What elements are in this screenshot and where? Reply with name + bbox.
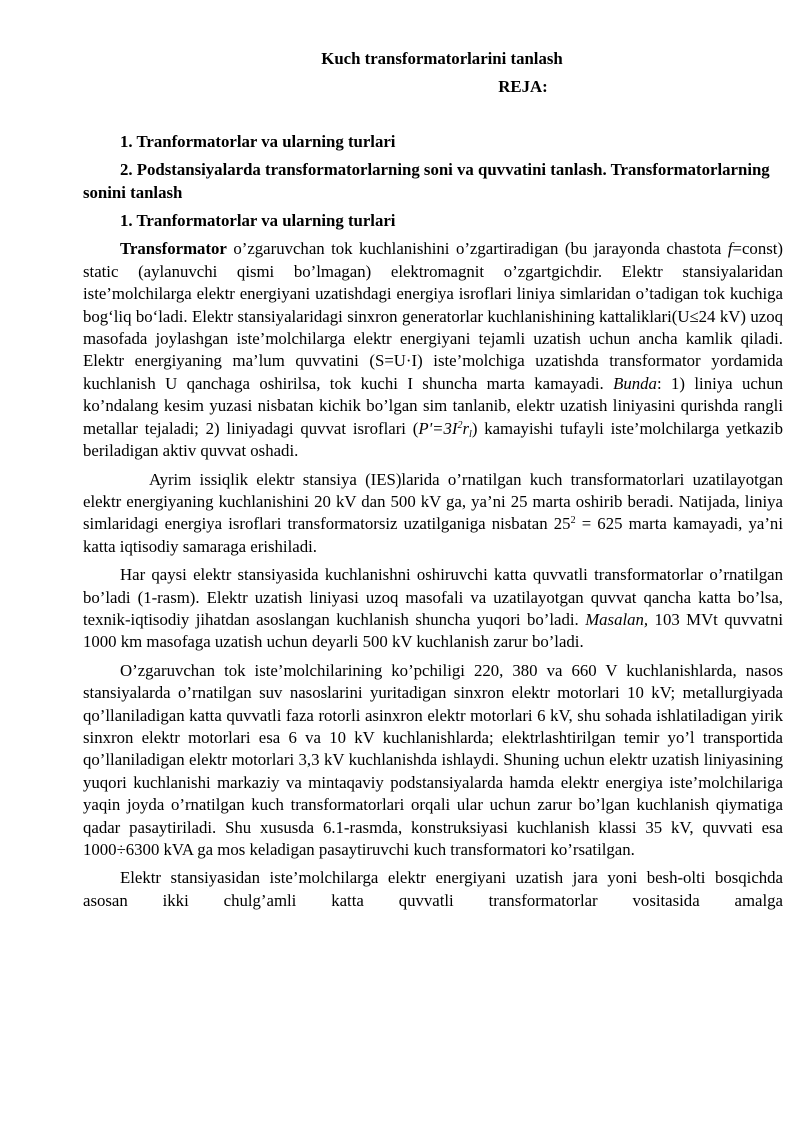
term-transformator: Transformator [120,239,227,259]
paragraph-ies: Ayrim issiqlik elektr stansiya (IES)larida o’rnatilgan kuch transformatorlari uzatilayotgan elektr energiyaning kuchlanishini 20 kV dan 500 kV ga, ya’ni 25 marta oshirib beradi. Natijada, liniya simlaridagi energiya isroflari transformatorsiz uzatilganiga nisbatan $25^2 = 625$ marta kamayadi, ya’ni katta iqtisodiy samaraga erishiladi. [83,469,783,556]
plan-item-2: 2. Podstansiyalarda transformatorlarning soni va quvvatini tanlash. Transformatorlarning sonini tanlash [83,160,770,202]
paragraph-consumers: O’zgaruvchan tok iste’molchilarining ko’pchiligi 220, 380 va 660 V kuchlanishlarda, nasos stansiyalarda o’rnatilgan suv nasoslarini yuritadigan sinxron elektr motorlari 10 kV; metallurgiyada qo’llaniladigan katta quvvatli faza rotorli asinxron elektr motorlari 6 kV, shu sohada ishlatiladigan yirik sinxron elektr motorlari esa 6 va 10 kV kuchlanishlarda; elektrlashtirilgan temir yo’l transportida qo’llaniladigan elektr motorlari 3,3 kV kuchlanishda ishlaydi. Shuning uchun elektr uzatish liniyasining yuqori kuchlanishi markaziy va mintaqaviy podstansiyalarda hamda elektr energiya iste’molchilariga yaqin joyda o’rnatilgan kuch transformatorlari orqali ular uchun zarur bo’lgan kuchlanish qiymatiga qadar pasaytiriladi. Shu xususda 6.1-rasmda, konstruksiyasi kuchlanish klassi 35 kV, quvvati esa 1000÷6300 kVA ga mos keladigan pasaytiruvchi kuch transformatori ko’rsatilgan. [83,660,783,859]
plan-label: REJA: [498,77,548,97]
paragraph-transmission: Elektr stansiyasidan iste’molchilarga elektr energiyani uzatish jara yoni besh-olti bosqichda asosan ikki chulg’amli katta quvvatli transformatorlar vositasida amalga [83,868,783,910]
document-page [83,48,783,918]
paragraph-transformator: Transformator o’zgaruvchan tok kuchlanishini o’zgartiradigan (bu jarayonda chastota f=const) static (aylanuvchi qismi bo’lmagan) elektromagnit o’zgartgichdir. Elektr stansiyalaridan iste’molchilarga elektr energiyani uzatishdagi energiya isroflari liniya simlaridan o’tadigan tok kuchiga bog‘liq bo‘ladi. Elektr stansiyalaridagi sinxron generatorlar kuchlanishining kattaliklari(U≤24 kV) uzoq masofada joylashgan iste’molchilarga elektr energiyani tejamli uzatish uchun ancha kamlik qiladi. Elektr energiyaning ma’lum quvvatini (S=U·I) iste’molchiga uzatishda transformator yordamida kuchlanish U qanchaga oshirilsa, tok kuchi I shuncha marta kamayadi. Bunda: 1) liniya uchun ko’ndalang kesim yuzasi nisbatan kichik bo’lgan sim tanlanib, elektr uzatish liniyasini qurishda rangli metallar tejaladi; 2) liniyadagi quvvat isroflari $(P'=3I^2r_l)$ kamayishi tufayli iste’molchilarga yetkazib beriladigan aktiv quvvat oshadi. [83,239,783,461]
paragraph-stations: Har qaysi elektr stansiyasida kuchlanishni oshiruvchi katta quvvatli transformatorlar o’rnatilgan bo’ladi (1-rasm). Elektr uzatish liniyasi uzoq masofali va uzatilayotgan quvvat qancha katta bo’lsa, texnik-iqtisodiy jihatdan asoslangan kuchlanish shuncha yuqori bo’ladi. Masalan, 103 MVt quvvatni 1000 km masofaga uzatish uchun deyarli 500 kV kuchlanish zarur bo’ladi. [83,565,784,652]
section-heading: 1. Tranformatorlar va ularning turlari [120,211,396,231]
document-title: Kuch transformatorlarini tanlash [321,49,563,68]
plan-item-1: 1. Tranformatorlar va ularning turlari [120,131,396,151]
formula: $P'=3I^2r_l$ [418,418,472,440]
